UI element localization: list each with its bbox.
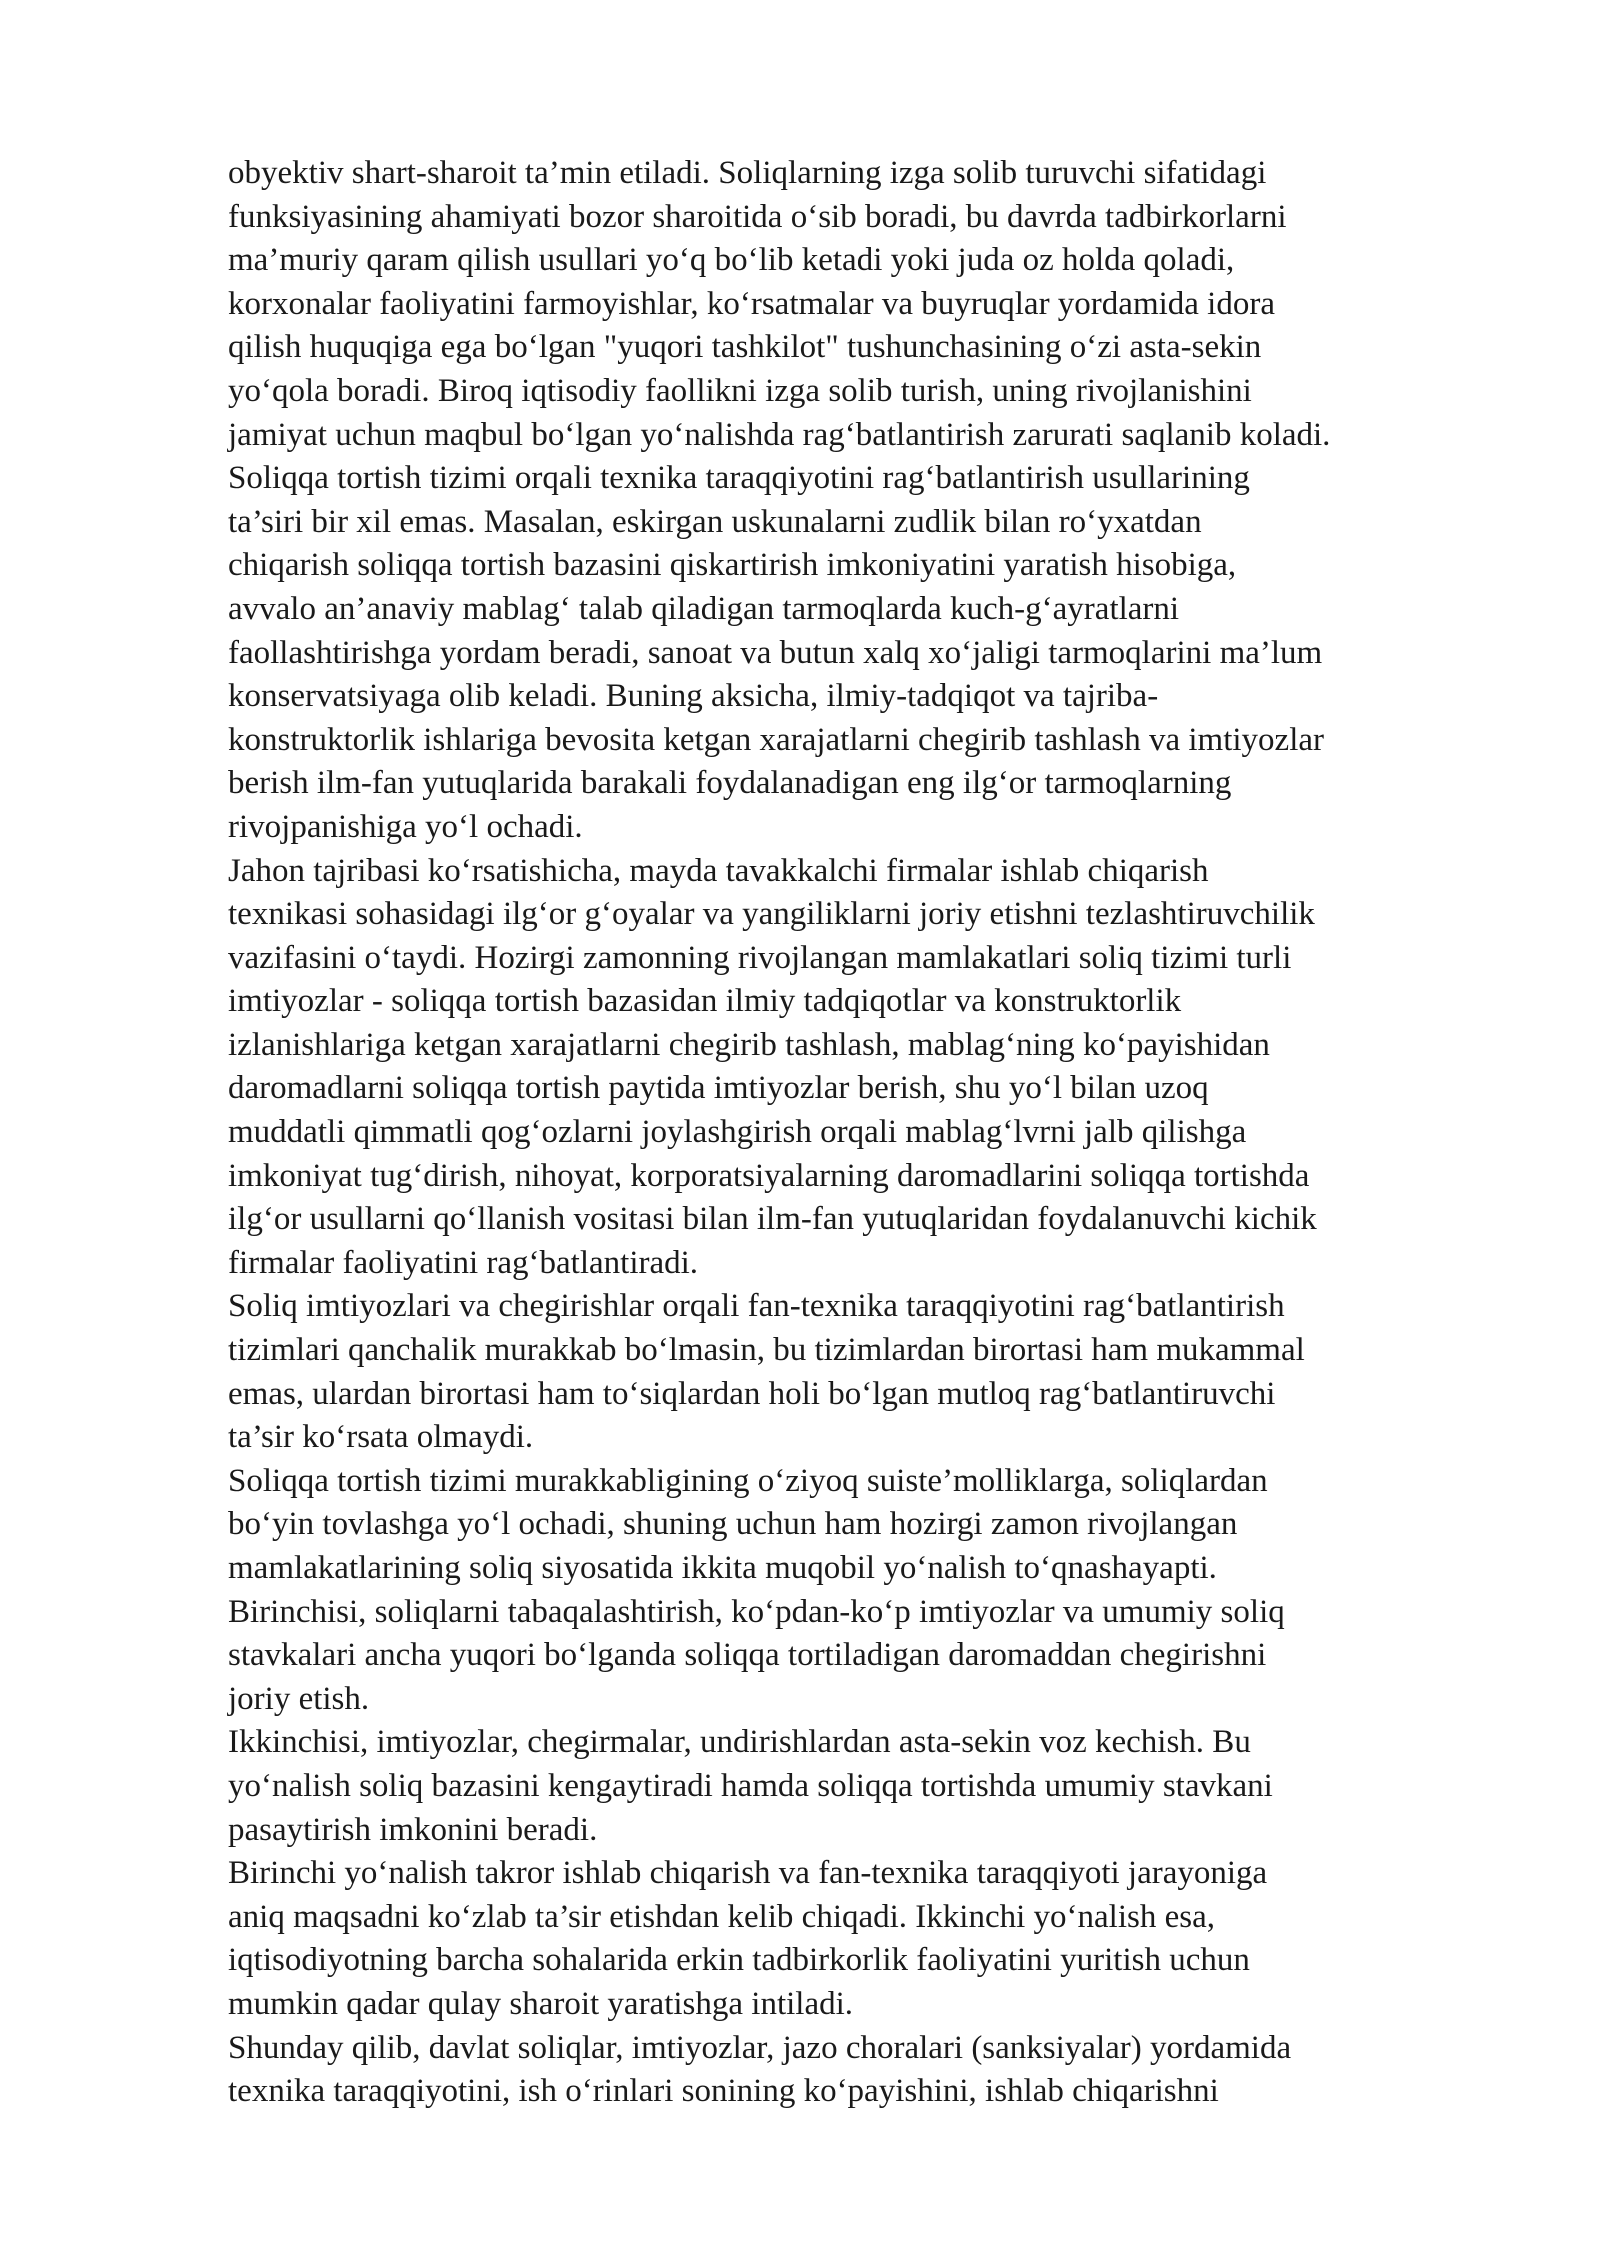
- text-line: konstruktorlik ishlariga bevosita ketgan xarajatlarni chegirib tashlash va imtiyozlar: [228, 721, 1325, 758]
- text-line: faollashtirishga yordam beradi, sanoat va butun xalq xo‘jaligi tarmoqlarini ma’lum: [228, 634, 1323, 671]
- text-line: izlanishlariga ketgan xarajatlarni chegirib tashlash, mablag‘ning ko‘payishidan: [228, 1026, 1270, 1063]
- text-line: mumkin qadar qulay sharoit yaratishga intiladi.: [228, 1985, 854, 2022]
- text-line: Soliq imtiyozlari va chegirishlar orqali fan-texnika taraqqiyotini rag‘batlantirish: [228, 1288, 1285, 1325]
- text-line: jamiyat uchun maqbul bo‘lgan yo‘nalishda rag‘batlantirish zarurati saqlanib koladi.: [228, 416, 1331, 453]
- text-line: texnika taraqqiyotini, ish o‘rinlari sonining ko‘payishini, ishlab chiqarishni: [228, 2073, 1219, 2110]
- text-line: iqtisodiyotning barcha sohalarida erkin tadbirkorlik faoliyatini yuritish uchun: [228, 1942, 1250, 1979]
- text-line: berish ilm-fan yutuqlarida barakali foydalanadigan eng ilg‘or tarmoqlarning: [228, 765, 1232, 802]
- text-line: rivojpanishiga yo‘l ochadi.: [228, 808, 583, 845]
- text-line: stavkalari ancha yuqori bo‘lganda soliqqa tortiladigan daromaddan chegirishni: [228, 1637, 1267, 1674]
- text-line: funksiyasining ahamiyati bozor sharoitida o‘sib boradi, bu davrda tadbirkorlarni: [228, 198, 1287, 235]
- text-line: ilg‘or usullarni qo‘llanish vositasi bilan ilm-fan yutuqlaridan foydalanuvchi kichik: [228, 1201, 1317, 1238]
- text-line: pasaytirish imkonini beradi.: [228, 1811, 598, 1848]
- text-line: Birinchi yo‘nalish takror ishlab chiqarish va fan-texnika taraqqiyoti jarayoniga: [228, 1855, 1268, 1892]
- text-line: muddatli qimmatli qog‘ozlarni joylashgirish orqali mablag‘lvrni jalb qilishga: [228, 1114, 1247, 1151]
- text-line: konservatsiyaga olib keladi. Buning aksicha, ilmiy-tadqiqot va tajriba-: [228, 678, 1159, 715]
- text-line: daromadlarni soliqqa tortish paytida imtiyozlar berish, shu yo‘l bilan uzoq: [228, 1070, 1209, 1107]
- text-line: ta’sir ko‘rsata olmaydi.: [228, 1419, 534, 1456]
- text-line: qilish huquqiga ega bo‘lgan "yuqori tashkilot" tushunchasining o‘zi asta-sekin: [228, 329, 1262, 366]
- text-line: Birinchisi, soliqlarni tabaqalashtirish, ko‘pdan-ko‘p imtiyozlar va umumiy soliq: [228, 1593, 1285, 1630]
- text-line: chiqarish soliqqa tortish bazasini qiskartirish imkoniyatini yaratish hisobiga,: [228, 547, 1237, 584]
- text-line: texnikasi sohasidagi ilg‘or g‘oyalar va yangiliklarni joriy etishni tezlashtiruvchilik: [228, 896, 1315, 933]
- text-line: avvalo an’anaviy mablag‘ talab qiladigan tarmoqlarda kuch-g‘ayratlarni: [228, 590, 1180, 627]
- text-line: emas, ulardan birortasi ham to‘siqlardan holi bo‘lgan mutloq rag‘batlantiruvchi: [228, 1375, 1276, 1412]
- text-line: obyektiv shart-sharoit ta’min etiladi. Soliqlarning izga solib turuvchi sifatidagi: [228, 155, 1267, 191]
- text-line: imtiyozlar - soliqqa tortish bazasidan ilmiy tadqiqotlar va konstruktorlik: [228, 983, 1182, 1020]
- text-line: Ikkinchisi, imtiyozlar, chegirmalar, undirishlardan asta-sekin voz kechish. Bu: [228, 1724, 1251, 1761]
- text-line: bo‘yin tovlashga yo‘l ochadi, shuning uchun ham hozirgi zamon rivojlangan: [228, 1506, 1238, 1543]
- text-line: imkoniyat tug‘dirish, nihoyat, korporatsiyalarning daromadlarini soliqqa tortishda: [228, 1157, 1310, 1194]
- text-line: vazifasini o‘taydi. Hozirgi zamonning rivojlangan mamlakatlari soliq tizimi turli: [228, 939, 1292, 976]
- text-line: ta’siri bir xil emas. Masalan, eskirgan uskunalarni zudlik bilan ro‘yxatdan: [228, 503, 1202, 540]
- text-line: yo‘nalish soliq bazasini kengaytiradi hamda soliqqa tortishda umumiy stavkani: [228, 1767, 1273, 1804]
- text-line: Shunday qilib, davlat soliqlar, imtiyozlar, jazo choralari (sanksiyalar) yordamida: [228, 2029, 1292, 2066]
- text-line: ma’muriy qaram qilish usullari yo‘q bo‘lib ketadi yoki juda oz holda qoladi,: [228, 242, 1235, 279]
- text-line: aniq maqsadni ko‘zlab ta’sir etishdan kelib chiqadi. Ikkinchi yo‘nalish esa,: [228, 1898, 1215, 1935]
- text-line: mamlakatlarining soliq siyosatida ikkita muqobil yo‘nalish to‘qnashayapti.: [228, 1550, 1217, 1586]
- text-line: korxonalar faoliyatini farmoyishlar, ko‘rsatmalar va buyruqlar yordamida idora: [228, 285, 1275, 322]
- document-page: [228, 152, 1518, 2114]
- text-line: joriy etish.: [228, 1680, 370, 1717]
- text-line: tizimlari qanchalik murakkab bo‘lmasin, bu tizimlardan birortasi ham mukammal: [228, 1332, 1305, 1369]
- text-line: Soliqqa tortish tizimi orqali texnika taraqqiyotini rag‘batlantirish usullarining: [228, 460, 1250, 497]
- text-line: firmalar faoliyatini rag‘batlantiradi.: [228, 1244, 699, 1281]
- text-line: Jahon tajribasi ko‘rsatishicha, mayda tavakkalchi firmalar ishlab chiqarish: [228, 852, 1209, 889]
- text-line: Soliqqa tortish tizimi murakkabligining o‘ziyoq suiste’molliklarga, soliqlardan: [228, 1462, 1268, 1499]
- text-line: yo‘qola boradi. Biroq iqtisodiy faollikni izga solib turish, uning rivojlanishini: [228, 372, 1252, 409]
